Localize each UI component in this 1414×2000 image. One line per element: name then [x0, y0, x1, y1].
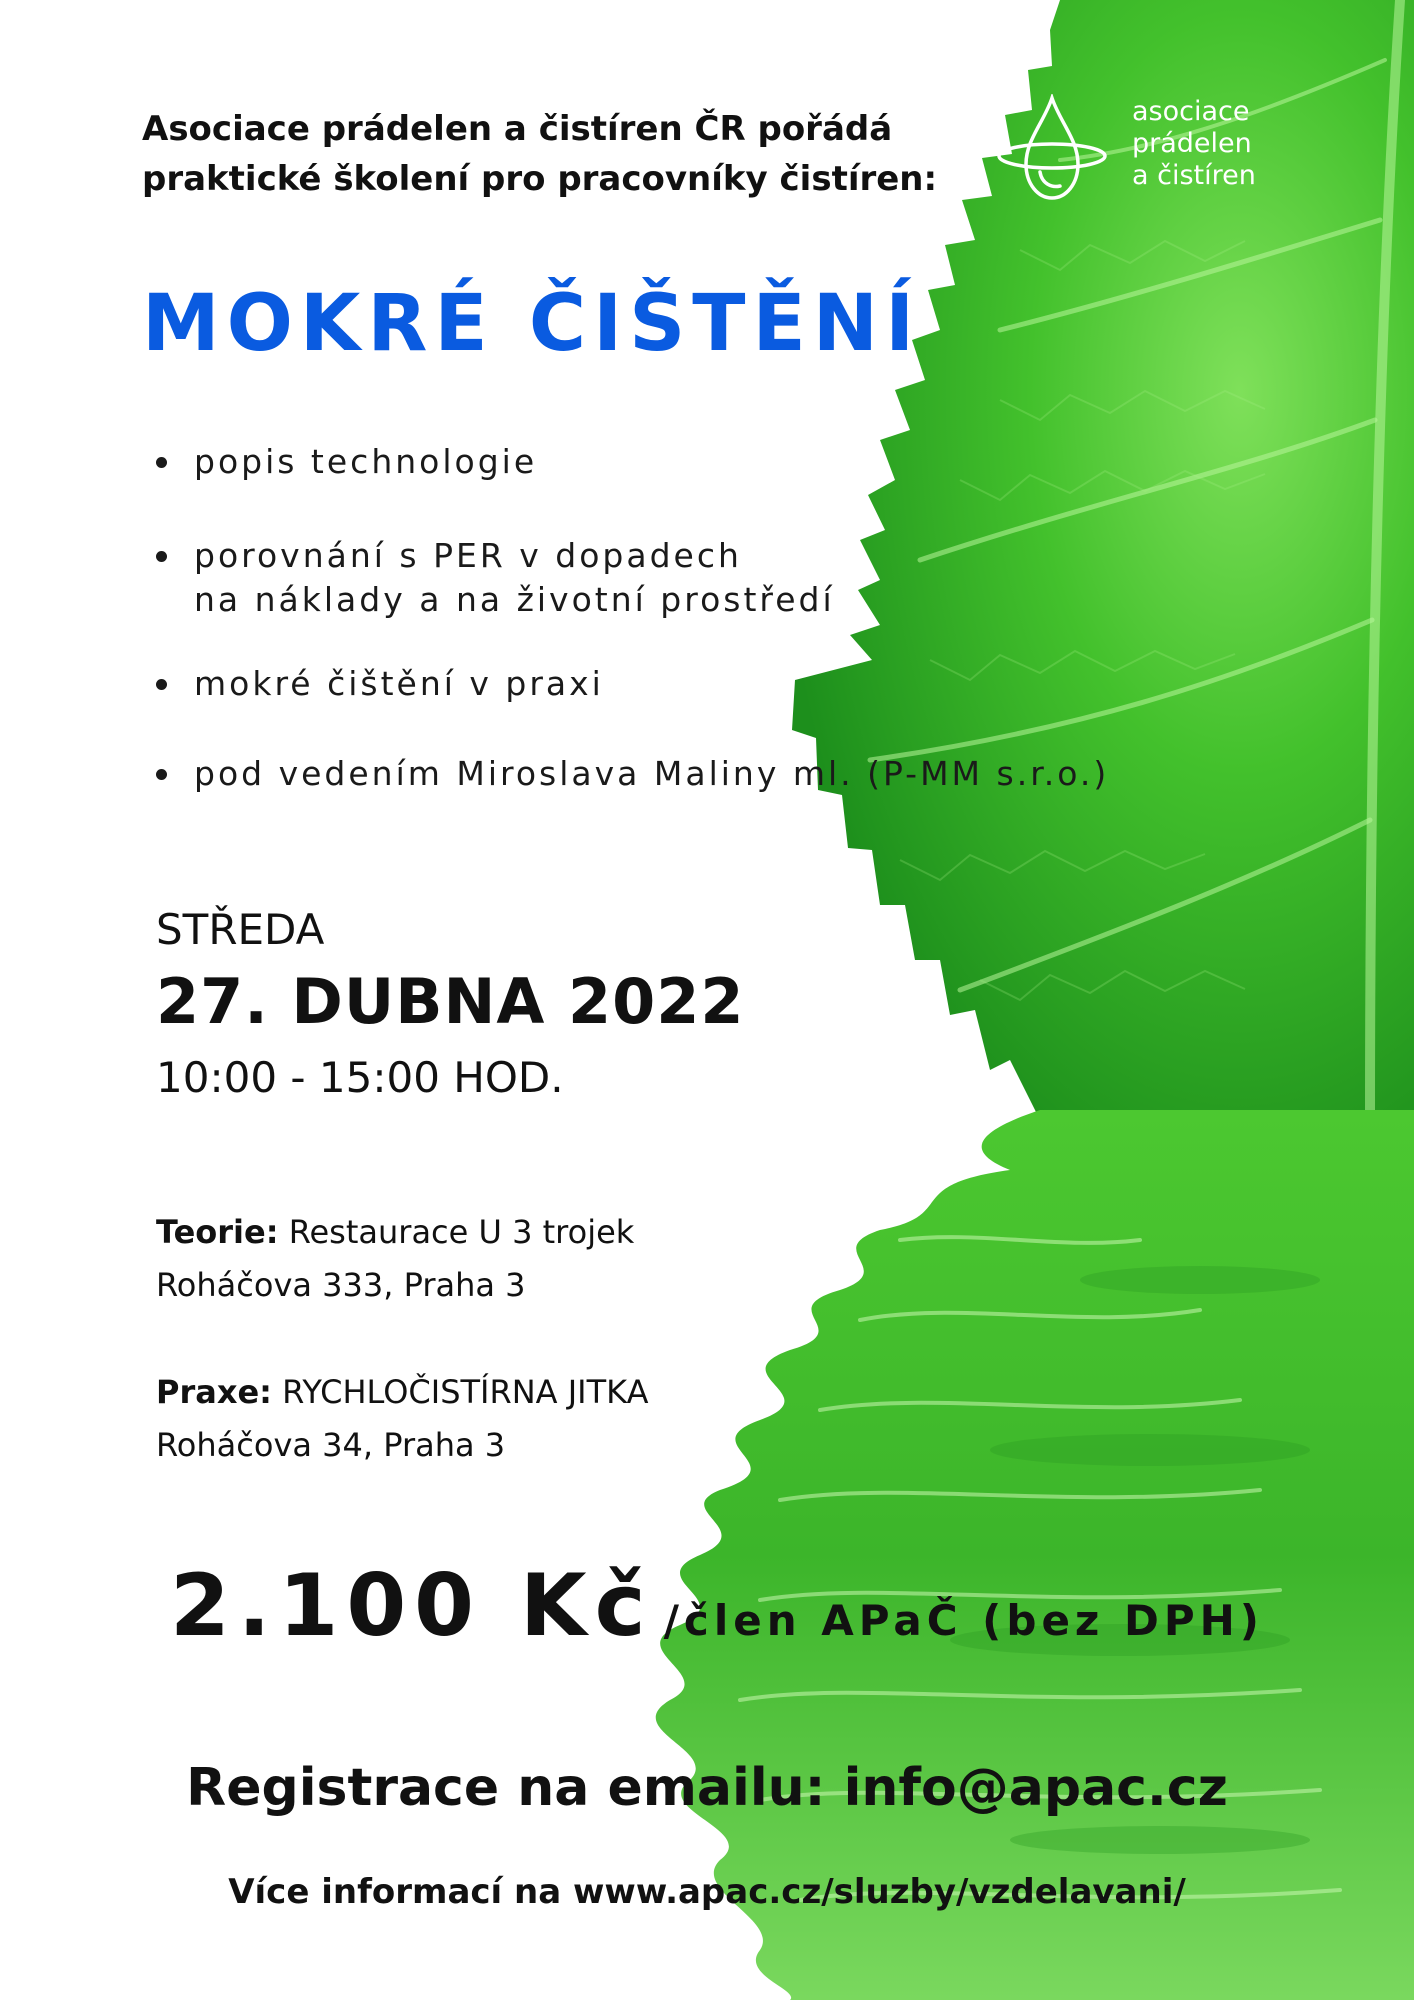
topic-text: pod vedením Miroslava Maliny ml. (P-MM s.r.o.): [194, 754, 1110, 793]
logo-line-1: asociace: [1132, 96, 1250, 127]
list-item: [152, 662, 604, 706]
logo-line-2: prádelen: [1132, 128, 1252, 159]
venue-theory-address: Roháčova 333, Praha 3: [156, 1266, 526, 1304]
event-date-block: [156, 902, 745, 1108]
topic-text: porovnání s PER v dopadech: [194, 536, 742, 575]
event-date: 27. DUBNA 2022: [156, 965, 745, 1038]
event-time: 10:00 - 15:00 HOD.: [156, 1053, 564, 1102]
venue-practice-label: Praxe:: [156, 1373, 272, 1411]
logo-line-3: a čistíren: [1132, 160, 1256, 191]
intro-line-1: Asociace prádelen a čistíren ČR pořádá: [142, 109, 893, 149]
topic-text: popis technologie: [194, 442, 538, 481]
venue-theory-name: Restaurace U 3 trojek: [288, 1213, 635, 1251]
list-item: [152, 534, 835, 622]
venue-theory-line: [156, 1206, 634, 1259]
list-item: [152, 440, 537, 484]
droplet-with-ring-icon: [996, 94, 1108, 204]
venue-practice-name: RYCHLOČISTÍRNA JITKA: [282, 1373, 649, 1411]
price-block: [170, 1556, 1264, 1656]
logo-wordmark: [1132, 96, 1256, 192]
venue-practice: [156, 1366, 648, 1472]
price-amount: 2.100 Kč: [170, 1556, 654, 1656]
registration-text: Registrace na emailu: info@apac.cz: [186, 1758, 1228, 1818]
event-weekday: STŘEDA: [156, 905, 325, 954]
page-title: MOKRÉ ČIŠTĚNÍ: [142, 279, 922, 369]
topic-text-continued: na náklady a na životní prostředí: [194, 580, 835, 619]
apac-logo: [996, 94, 1296, 204]
venue-theory: [156, 1206, 634, 1312]
intro-text: [142, 104, 962, 204]
list-item: [152, 752, 1109, 796]
intro-line-2: praktické školení pro pracovníky čistíren:: [142, 159, 938, 199]
price-note: /člen APaČ (bez DPH): [663, 1596, 1264, 1645]
topic-text: mokré čištění v praxi: [194, 664, 604, 703]
venue-practice-line: [156, 1366, 648, 1419]
more-info-text: Více informací na www.apac.cz/sluzby/vzdelavani/: [228, 1872, 1186, 1912]
venue-theory-label: Teorie:: [156, 1213, 279, 1251]
venue-practice-address: Roháčova 34, Praha 3: [156, 1426, 506, 1464]
